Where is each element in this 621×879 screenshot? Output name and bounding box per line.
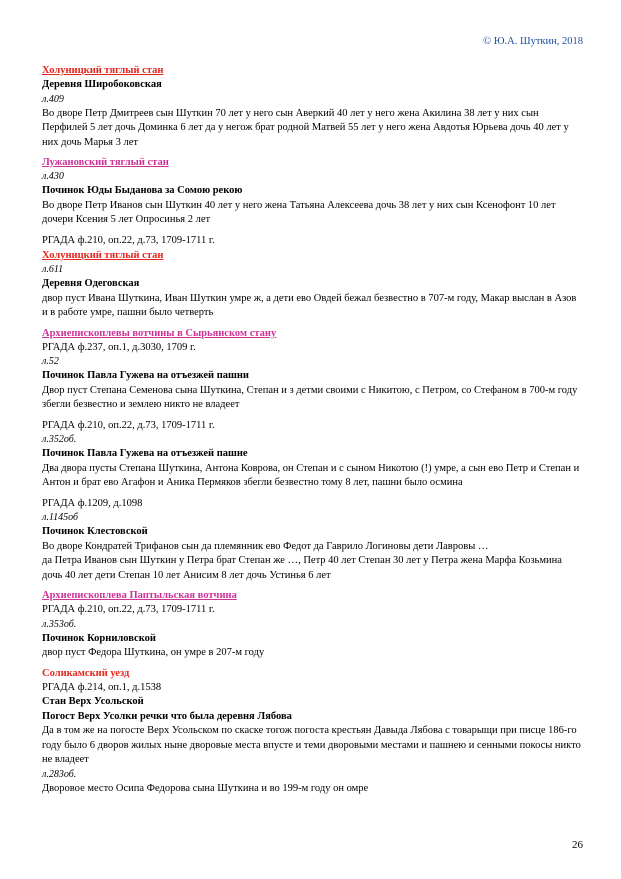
sub-heading: Деревня Одеговская [42, 278, 140, 289]
paragraph: Во дворе Кондратей Трифанов сын да племянник ево Федот да Гаврило Логиновы дети Лавровы … [42, 540, 489, 552]
section-heading: Соликамский уезд [42, 667, 130, 679]
sub-heading: Деревня Широбоковская [42, 79, 162, 90]
section-heading: Лужановский тяглый стан [42, 157, 169, 168]
archive-reference: РГАДА ф.210, оп.22, д.73, 1709-1711 г. [42, 419, 215, 431]
sub-heading: Починок Юды Быданова за Сомою рекою [42, 185, 243, 196]
archive-reference: РГАДА ф.1209, д.1098 [42, 497, 143, 509]
copyright-notice: © Ю.А. Шуткин, 2018 [483, 36, 583, 47]
folio-reference: л.52 [42, 356, 59, 367]
folio-reference: л.1145об [42, 512, 79, 523]
section-heading: Архиепископлевы вотчины в Сырьянском стану [42, 327, 277, 339]
paragraph: Двор пуст Степана Семенова сына Шуткина, Степан и з детми своими с Никитою, с Петром, со Стефаном в 700-м году збегли безвестно и землею никто не владеет [42, 384, 578, 410]
paragraph: Да в том же на погосте Верх Усольском по скаске тогож погоста крестьян Давыда Лябова с товарыщи при писце 186-го году было 6 дворов жилых ныне дворовые места впусте и теми дворовыми местами и пашнею и сенными покосы никто не владеет [42, 725, 581, 765]
archive-reference: РГАДА ф.237, оп.1, д.3030, 1709 г. [42, 341, 196, 353]
sub-heading: Починок Клестовской [42, 526, 148, 537]
sub-heading: Погост Верх Усолки речки что была деревня Лябова [42, 710, 292, 722]
page-number: 26 [572, 839, 583, 851]
folio-reference: л.283об. [42, 768, 77, 780]
paragraph: двор пуст Федора Шуткина, он умре в 207-м году [42, 647, 265, 658]
paragraph: Во дворе Петр Иванов сын Шуткин 40 лет у него жена Татьяна Алексеева дочь 38 лет у них сын Ксенофонт 10 лет дочери Ксения 5 лет Опросинья 2 лет [42, 199, 556, 225]
folio-reference: л.430 [42, 171, 64, 182]
folio-reference: л.611 [42, 264, 64, 275]
paragraph: Во дворе Петр Дмитреев сын Шуткин 70 лет у него сын Аверкий 40 лет у него жена Акилина 38 лет у них сын Перфилей 5 лет дочь Доминка 6 лет да у негож брат родной Матвей 55 лет у него жена Авдотья Юрьева дочь 40 лет у них дочь Марья 3 лет [42, 107, 569, 148]
sub-heading: Починок Павла Гужева на отъезжей пашне [42, 448, 248, 459]
folio-reference: л.409 [42, 93, 64, 105]
sub-heading: Стан Верх Усольской [42, 696, 144, 707]
paragraph: Два двора пусты Степана Шуткина, Антона Коврова, он Степан и с сыном Никотою (!) умре, а сын ево Петр и Степан и Антон и брат ево Агафон и Аника Пермяков збегли безвестно тому 8 лет, пашни было осмина [42, 462, 580, 488]
folio-reference: л.353об. [42, 618, 77, 630]
archive-reference: РГАДА ф.210, оп.22, д.73, 1709-1711 г. [42, 604, 215, 615]
paragraph: да Петра Иванов сын Шуткин у Петра брат Степан же …, Петр 40 лет Степан 30 лет у Петра жена Марфа Козьмина дочь 40 лет дети Степан 10 лет Анисим 8 лет дочь Устинья 6 лет [42, 555, 562, 581]
section-heading: Холуницкий тяглый стан [42, 65, 164, 76]
paragraph: двор пуст Ивана Шуткина, Иван Шуткин умре ж, а дети ево Овдей бежал безвестно в 707-м году, Макар выслан в Азов и в работе умре, пашни было четверть [42, 292, 577, 318]
folio-reference: л.352об. [42, 434, 77, 445]
archive-reference: РГАДА ф.210, оп.22, д.73, 1709-1711 г. [42, 234, 215, 246]
section-heading: Архиепископлева Паптыльская вотчина [42, 590, 237, 601]
sub-heading: Починок Корниловской [42, 632, 156, 644]
archive-reference: РГАДА ф.214, оп.1, д.1538 [42, 681, 162, 693]
document-body [42, 63, 583, 796]
paragraph: Дворовое место Осипа Федорова сына Шуткина и во 199-м году он омре [42, 782, 369, 794]
section-heading: Холуницкий тяглый стан [42, 250, 164, 261]
sub-heading: Починок Павла Гужева на отъезжей пашни [42, 370, 249, 381]
